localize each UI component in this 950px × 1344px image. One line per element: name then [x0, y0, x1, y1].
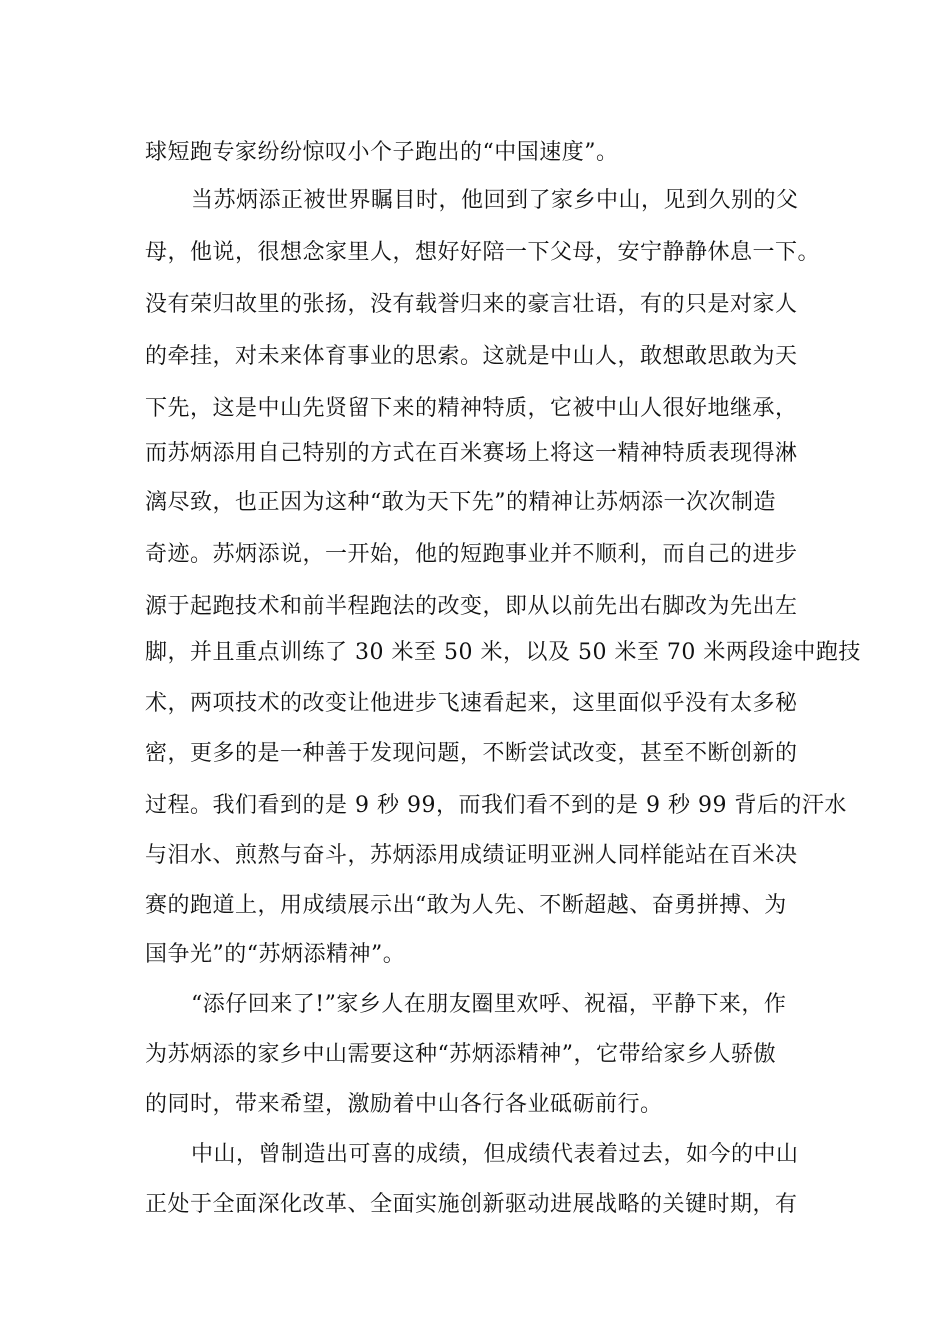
text-line: 母，他说，很想念家里人，想好好陪一下父母，安宁静静休息一下。 [145, 240, 821, 265]
text-line: 球短跑专家纷纷惊叹小个子跑出的“中国速度”。 [145, 140, 619, 165]
text-line: 的牵挂，对未来体育事业的思索。这就是中山人，敢想敢思敢为天 [145, 344, 798, 369]
text-line: 没有荣归故里的张扬，没有载誉归来的豪言壮语，有的只是对家人 [145, 292, 798, 317]
text-line: 为苏炳添的家乡中山需要这种“苏炳添精神”，它带给家乡人骄傲 [145, 1042, 776, 1067]
text-line: 密，更多的是一种善于发现问题，不断尝试改变，甚至不断创新的 [145, 741, 798, 766]
text-line: 国争光”的“苏炳添精神”。 [145, 942, 406, 967]
text-line: 正处于全面深化改革、全面实施创新驱动进展战略的关键时期，有 [145, 1192, 798, 1217]
text-line: 下先，这是中山先贤留下来的精神特质，它被中山人很好地继承， [145, 396, 798, 421]
paragraph-start-line: 中山，曾制造出可喜的成绩，但成绩代表着过去，如今的中山 [191, 1142, 799, 1167]
paragraph-start-line: “添仔回来了!”家乡人在朋友圈里欢呼、祝福，平静下来，作 [191, 992, 787, 1017]
text-line: 漓尽致，也正因为这种“敢为天下先”的精神让苏炳添一次次制造 [145, 490, 776, 515]
text-line: 奇迹。苏炳添说，一开始，他的短跑事业并不顺利，而自己的进步 [145, 542, 798, 567]
text-line: 而苏炳添用自己特别的方式在百米赛场上将这一精神特质表现得淋 [145, 441, 798, 466]
text-line: 与泪水、煎熬与奋斗，苏炳添用成绩证明亚洲人同样能站在百米决 [145, 843, 798, 868]
text-line: 脚，并且重点训练了 30 米至 50 米，以及 50 米至 70 米两段途中跑技 [145, 640, 861, 665]
text-line: 源于起跑技术和前半程跑法的改变，即从以前先出右脚改为先出左 [145, 594, 798, 619]
paragraph-start-line: 当苏炳添正被世界瞩目时，他回到了家乡中山，见到久别的父 [191, 188, 799, 213]
text-line: 的同时，带来希望，激励着中山各行各业砥砺前行。 [145, 1092, 663, 1117]
text-line: 术，两项技术的改变让他进步飞速看起来，这里面似乎没有太多秘 [145, 691, 798, 716]
text-line: 过程。我们看到的是 9 秒 99，而我们看不到的是 9 秒 99 背后的汗水 [145, 793, 847, 818]
text-line: 赛的跑道上，用成绩展示出“敢为人先、不断超越、奋勇拼搏、为 [145, 893, 787, 918]
